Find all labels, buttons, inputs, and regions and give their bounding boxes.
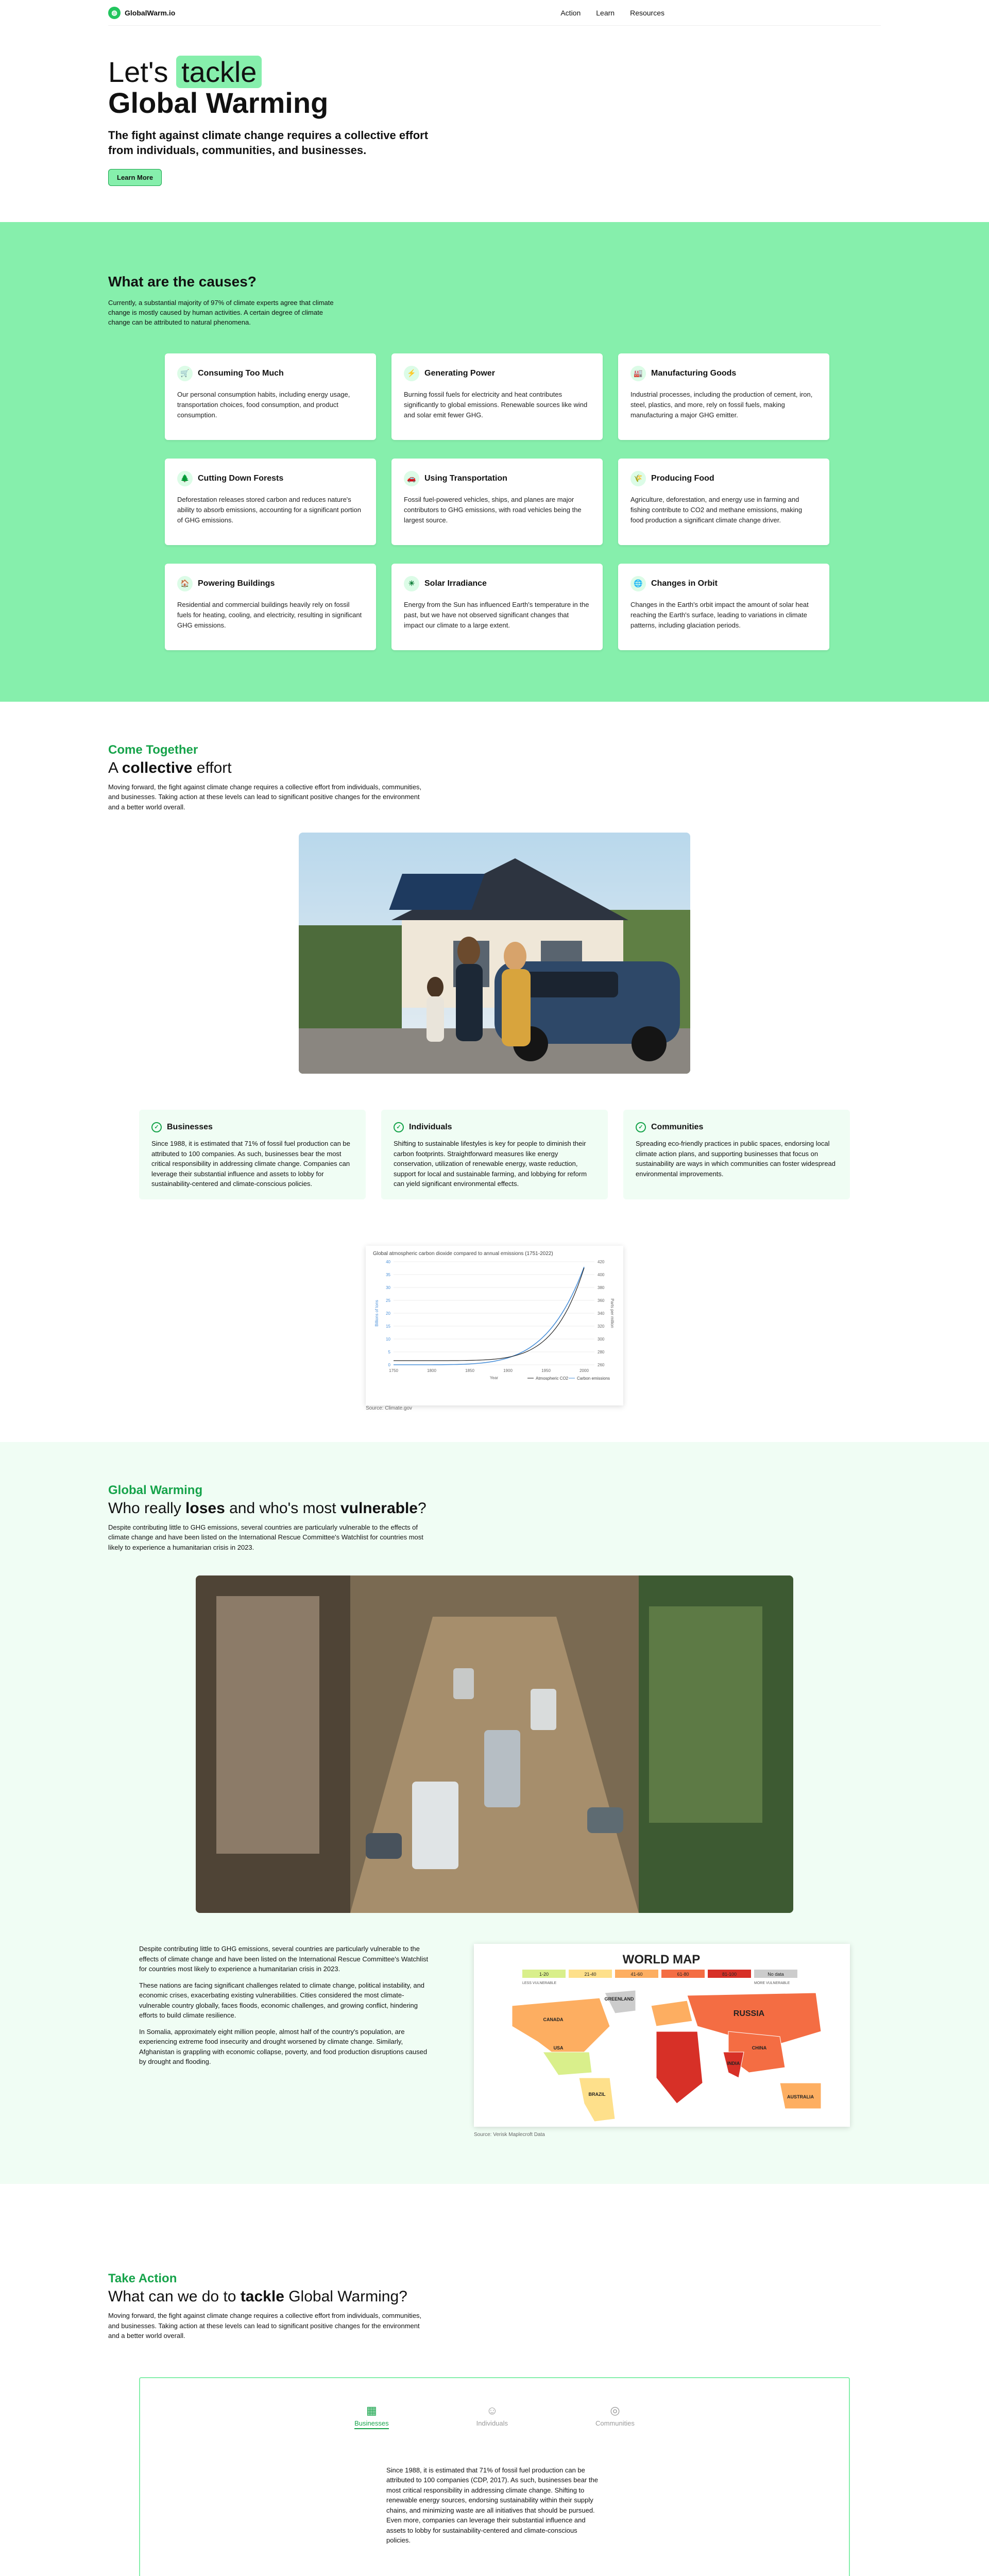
map-country-label: BRAZIL bbox=[588, 2092, 606, 2097]
loses-title bbox=[108, 1500, 881, 1517]
cause-card bbox=[618, 353, 829, 440]
action-tabs-panel bbox=[139, 2377, 850, 2576]
loses-paragraph: These nations are facing significant challenges related to climate change, political instability, and economic crises, exacerbating existing vulnerabilities. Cities considered the most climate-vulnerable country globally, faces floods, economic challenges, and growing conflict, hindering efforts to build climate resilience. bbox=[139, 1981, 425, 2020]
globe-icon: ◎ bbox=[610, 2403, 620, 2417]
causes-grid bbox=[165, 353, 881, 650]
action-body: Moving forward, the fight against climate change requires a collective effort from individuals, communities, and businesses. Taking action at these levels can lead to significant positive changes for the environment and a better world overall. bbox=[108, 2312, 422, 2340]
co2-y2-tick: 320 bbox=[598, 1324, 605, 1329]
cause-card-title bbox=[630, 366, 817, 381]
co2-y2-tick: 360 bbox=[598, 1298, 605, 1303]
stakeholder-card-text: Spreading eco-friendly practices in public spaces, endorsing local climate action plans, and supporting businesses that focus on sustainability are ways in which communities can foster widespread environmental improvements. bbox=[636, 1140, 836, 1178]
atmospheric-co2-line bbox=[394, 1268, 584, 1361]
co2-x-tick: 1850 bbox=[465, 1368, 474, 1373]
action-title-pre: What can we do to bbox=[108, 2288, 241, 2306]
cause-card-title bbox=[177, 366, 364, 381]
emissions-line bbox=[394, 1267, 584, 1365]
cause-card-title bbox=[630, 471, 817, 486]
tab-communities-label: Communities bbox=[595, 2419, 635, 2427]
brand-name: GlobalWarm.io bbox=[125, 8, 176, 17]
co2-x-tick: 1950 bbox=[541, 1368, 551, 1373]
stakeholder-card bbox=[381, 1110, 608, 1199]
cause-card-title bbox=[404, 576, 590, 591]
loses-paragraph: In Somalia, approximately eight million people, almost half of the country's population, are experiencing extreme food insecurity and drought worsened by climate change. Similarly, Afghanistan is grappling with economic collapse, poverty, and food production disruptions caused by drought and flooding. bbox=[139, 2027, 428, 2066]
tab-panel-text: Since 1988, it is estimated that 71% of fossil fuel production can be attributed to 100 companies (CDP, 2017). As such, businesses bear the most critical responsibility in addressing climate change. Shifting to renewable energy sources, endorsing sustainability within their supply chains, and minimizing waste are all initiatives that should be pursued. Even more, companies can leverage their substantial influence and assets to lobby for sustainability-centered and climate-conscious policies. bbox=[386, 2466, 598, 2545]
co2-y-tick: 15 bbox=[386, 1324, 390, 1329]
tab-businesses-label: Businesses bbox=[354, 2419, 388, 2429]
hero-title-pre: Let's bbox=[108, 56, 177, 88]
co2-x-tick: 1900 bbox=[503, 1368, 513, 1373]
map-country-label: CANADA bbox=[543, 2017, 564, 2023]
together-section bbox=[108, 702, 881, 1442]
map-less-label: LESS VULNERABLE bbox=[522, 1981, 557, 1986]
together-body: Moving forward, the fight against climate change requires a collective effort from individuals, communities, and businesses. Taking action at these levels can lead to significant positive changes for the environment and a better world overall. bbox=[108, 783, 422, 811]
cause-card-title-text: Producing Food bbox=[651, 473, 714, 483]
loses-paragraph: Despite contributing little to GHG emissions, several countries are particularly vulnerable to the effects of climate change and have been listed on the International Rescue Committee's Watchlist for countries most likely to experience a humanitarian crisis in 2023. bbox=[139, 1945, 429, 1973]
map-legend-label: No data bbox=[768, 1972, 784, 1977]
co2-y-tick: 0 bbox=[388, 1362, 390, 1367]
cause-card bbox=[165, 353, 376, 440]
cause-card-text: Fossil fuel-powered vehicles, ships, and planes are major contributors to GHG emissions, with road vehicles being the largest source. bbox=[404, 495, 582, 524]
together-title bbox=[108, 759, 881, 777]
tree-icon: 🌲 bbox=[177, 471, 193, 486]
co2-y2-tick: 260 bbox=[598, 1362, 605, 1367]
cause-card bbox=[391, 353, 603, 440]
causes-section bbox=[0, 222, 989, 702]
loses-paragraphs bbox=[139, 1944, 433, 2138]
cause-card bbox=[391, 564, 603, 650]
cause-card-text: Our personal consumption habits, including energy usage, transportation choices, food consumption, and product consumption. bbox=[177, 390, 350, 419]
cause-card-title-text: Powering Buildings bbox=[198, 579, 275, 588]
cause-card bbox=[618, 564, 829, 650]
hero-title-highlight: tackle bbox=[176, 56, 262, 88]
hero-subtitle: The fight against climate change requires a collective effort from individuals, communities, and businesses. bbox=[108, 128, 429, 157]
world-map-figure bbox=[474, 1944, 850, 2138]
co2-y2-tick: 400 bbox=[598, 1272, 605, 1277]
cause-card-title-text: Solar Irradiance bbox=[424, 579, 487, 588]
co2-y-tick: 25 bbox=[386, 1298, 390, 1303]
leaf-icon: 🌾 bbox=[630, 471, 646, 486]
stakeholder-card-title-text: Businesses bbox=[167, 1123, 213, 1132]
map-more-label: MORE VULNERABLE bbox=[754, 1981, 790, 1986]
co2-y2-tick: 300 bbox=[598, 1336, 605, 1342]
map-legend-label: 21-40 bbox=[584, 1972, 596, 1977]
cause-card-title-text: Consuming Too Much bbox=[198, 368, 284, 378]
causes-title: What are the causes? bbox=[108, 274, 257, 290]
map-country-label: GREENLAND bbox=[604, 1996, 634, 2002]
action-kicker: Take Action bbox=[108, 2272, 177, 2286]
cause-card bbox=[165, 459, 376, 545]
co2-y2-tick: 340 bbox=[598, 1311, 605, 1316]
loses-title-bold2: vulnerable bbox=[340, 1499, 418, 1517]
map-country-label: RUSSIA bbox=[733, 2009, 765, 2019]
legend-co2-label: Atmospheric CO2 bbox=[536, 1376, 569, 1381]
co2-y-tick: 5 bbox=[388, 1349, 390, 1354]
stakeholder-card-title bbox=[151, 1121, 353, 1133]
car-icon: 🚗 bbox=[404, 471, 419, 486]
top-nav bbox=[108, 0, 881, 26]
together-title-post: effort bbox=[192, 759, 232, 776]
cause-card-title bbox=[404, 366, 590, 381]
co2-y-tick: 40 bbox=[386, 1259, 390, 1264]
hero bbox=[108, 26, 881, 222]
loses-title-post: ? bbox=[418, 1499, 427, 1517]
loses-title-pre: Who really bbox=[108, 1499, 186, 1517]
co2-y-tick: 35 bbox=[386, 1272, 390, 1277]
tab-individuals-label: Individuals bbox=[476, 2419, 508, 2427]
flooded-street-photo bbox=[196, 1575, 793, 1913]
stakeholder-card-text: Since 1988, it is estimated that 71% of fossil fuel production can be attributed to 100 companies. As such, businesses bear the most critical responsibility in addressing climate change. Companies can leverage their substantial influence and assets to lobby for sustainability-centered and climate-conscious policies. bbox=[151, 1140, 350, 1188]
family-ev-photo bbox=[299, 833, 690, 1074]
stakeholder-card-title bbox=[636, 1121, 838, 1133]
nav-link-action[interactable]: Action bbox=[560, 8, 581, 17]
co2-chart-svg bbox=[373, 1257, 615, 1385]
map-title: WORLD MAP bbox=[622, 1953, 701, 1967]
tab-individuals[interactable] bbox=[476, 2404, 508, 2429]
action-title-bold: tackle bbox=[240, 2288, 284, 2306]
co2-chart-title: Global atmospheric carbon dioxide compared to annual emissions (1751-2022) bbox=[373, 1250, 553, 1257]
co2-y-tick: 20 bbox=[386, 1311, 390, 1316]
learn-more-button[interactable]: Learn More bbox=[108, 169, 162, 186]
map-source: Source: Verisk Maplecroft Data bbox=[474, 2132, 545, 2138]
co2-y2-tick: 420 bbox=[598, 1259, 605, 1264]
co2-y2-label: Parts per million bbox=[610, 1298, 615, 1328]
action-title bbox=[108, 2288, 881, 2306]
map-country-label: CHINA bbox=[752, 2045, 767, 2051]
co2-x-label: Year bbox=[489, 1375, 499, 1380]
check-circle-icon: ✓ bbox=[151, 1122, 162, 1132]
cause-card-text: Residential and commercial buildings heavily rely on fossil fuels for heating, cooling, and electricity, resulting in significant GHG emissions. bbox=[177, 600, 362, 629]
cause-card-text: Deforestation releases stored carbon and reduces nature's ability to absorb emissions, accounting for a significant portion of GHG emissions. bbox=[177, 495, 361, 524]
cause-card-text: Agriculture, deforestation, and energy use in farming and fishing contribute to CO2 and methane emissions, making food production a significant climate change driver. bbox=[630, 495, 803, 524]
cause-card-title-text: Cutting Down Forests bbox=[198, 473, 284, 483]
cause-card-title-text: Using Transportation bbox=[424, 473, 507, 483]
cause-card-text: Energy from the Sun has influenced Earth's temperature in the past, but we have not observed significant changes that impact our climate to a large extent. bbox=[404, 600, 589, 629]
co2-line-chart bbox=[366, 1246, 623, 1405]
loses-body: Despite contributing little to GHG emissions, several countries are particularly vulnerable to the effects of climate change and have been listed on the International Rescue Committee's Watchlist for countries most likely to experience a humanitarian crisis in 2023. bbox=[108, 1523, 423, 1551]
map-legend-label: 41-60 bbox=[630, 1972, 643, 1977]
globe-logo-icon: ◍ bbox=[108, 7, 121, 19]
nav-links bbox=[560, 9, 664, 17]
cause-card-title-text: Manufacturing Goods bbox=[651, 368, 737, 378]
cause-card bbox=[618, 459, 829, 545]
stakeholder-card-title-text: Communities bbox=[651, 1123, 704, 1132]
hero-title-line2: Global Warming bbox=[108, 87, 329, 120]
home-icon: 🏠 bbox=[177, 576, 193, 591]
loses-title-bold1: loses bbox=[185, 1499, 225, 1517]
together-title-pre: A bbox=[108, 759, 122, 776]
map-country-label: INDIA bbox=[727, 2061, 740, 2066]
cause-card-text: Burning fossil fuels for electricity and heat contributes significantly to global emissions. Renewable sources like wind and solar emit fewer GHG. bbox=[404, 390, 588, 419]
vulnerable-section bbox=[0, 1442, 989, 2184]
building-icon: ▦ bbox=[366, 2403, 377, 2417]
nav-link-resources[interactable]: Resources bbox=[630, 8, 664, 17]
cause-card-text: Industrial processes, including the production of cement, iron, steel, plastics, and more, rely on fossil fuels, making manufacturing a major GHG emitter. bbox=[630, 390, 813, 419]
cause-card-title-text: Generating Power bbox=[424, 368, 495, 378]
co2-y-label: Billions of tons bbox=[374, 1299, 379, 1327]
cause-card-title bbox=[630, 576, 817, 591]
factory-icon: 🏭 bbox=[630, 366, 646, 381]
stakeholder-card-title bbox=[394, 1121, 595, 1133]
cause-card-title bbox=[177, 576, 364, 591]
stakeholder-card-title-text: Individuals bbox=[409, 1123, 452, 1132]
person-icon: ☺ bbox=[486, 2403, 498, 2417]
map-country-label: AUSTRALIA bbox=[787, 2094, 814, 2100]
co2-chart-source: Source: Climate.gov bbox=[366, 1405, 413, 1411]
stakeholder-cards bbox=[139, 1110, 850, 1199]
tab-communities[interactable] bbox=[595, 2404, 635, 2429]
loses-kicker: Global Warming bbox=[108, 1483, 203, 1497]
cart-icon: 🛒 bbox=[177, 366, 193, 381]
action-tabs bbox=[161, 2404, 828, 2429]
action-section bbox=[108, 2184, 881, 2576]
bolt-icon: ⚡ bbox=[404, 366, 419, 381]
brand[interactable] bbox=[108, 7, 175, 19]
world-map-svg bbox=[481, 1949, 842, 2122]
hero-title bbox=[108, 57, 881, 119]
check-circle-icon: ✓ bbox=[636, 1122, 646, 1132]
co2-y-tick: 30 bbox=[386, 1285, 390, 1290]
cause-card bbox=[165, 564, 376, 650]
co2-y2-tick: 280 bbox=[598, 1349, 605, 1354]
map-country-label: USA bbox=[553, 2045, 564, 2051]
map-legend-label: 61-80 bbox=[677, 1972, 689, 1977]
co2-y-tick: 10 bbox=[386, 1336, 390, 1342]
globe-icon: 🌐 bbox=[630, 576, 646, 591]
check-circle-icon: ✓ bbox=[394, 1122, 404, 1132]
co2-x-tick: 2000 bbox=[579, 1368, 589, 1373]
map-legend-label: 81-100 bbox=[722, 1972, 737, 1977]
sun-icon: ☀ bbox=[404, 576, 419, 591]
world-map bbox=[474, 1944, 850, 2127]
nav-link-learn[interactable]: Learn bbox=[596, 8, 615, 17]
together-title-bold: collective bbox=[122, 759, 193, 776]
tab-businesses[interactable] bbox=[354, 2404, 388, 2429]
legend-emissions-label: Carbon emissions bbox=[577, 1376, 610, 1381]
together-kicker: Come Together bbox=[108, 742, 198, 757]
cause-card-text: Changes in the Earth's orbit impact the amount of solar heat reaching the Earth's surface, leading to variations in climate patterns, including glaciation periods. bbox=[630, 600, 809, 629]
co2-x-tick: 1750 bbox=[389, 1368, 398, 1373]
map-legend-label: 1-20 bbox=[539, 1972, 549, 1977]
cause-card-title-text: Changes in Orbit bbox=[651, 579, 718, 588]
stakeholder-card bbox=[139, 1110, 366, 1199]
loses-title-mid: and who's most bbox=[225, 1499, 340, 1517]
cause-card bbox=[391, 459, 603, 545]
action-title-post: Global Warming? bbox=[284, 2288, 407, 2306]
cause-card-title bbox=[177, 471, 364, 486]
co2-x-tick: 1800 bbox=[427, 1368, 436, 1373]
cause-card-title bbox=[404, 471, 590, 486]
co2-y2-tick: 380 bbox=[598, 1285, 605, 1290]
stakeholder-card bbox=[623, 1110, 850, 1199]
causes-subtitle: Currently, a substantial majority of 97% of climate experts agree that climate change is mostly caused by human activities. A certain degree of climate change can be attributed to natural phenomena. bbox=[108, 299, 334, 326]
stakeholder-card-text: Shifting to sustainable lifestyles is key for people to diminish their carbon footprints. Straightforward measures like energy conservation, utilization of renewable energy, waste reduction, support for local and sustainable farming, and lobbying for reform can yield significant environmental effects. bbox=[394, 1140, 587, 1188]
